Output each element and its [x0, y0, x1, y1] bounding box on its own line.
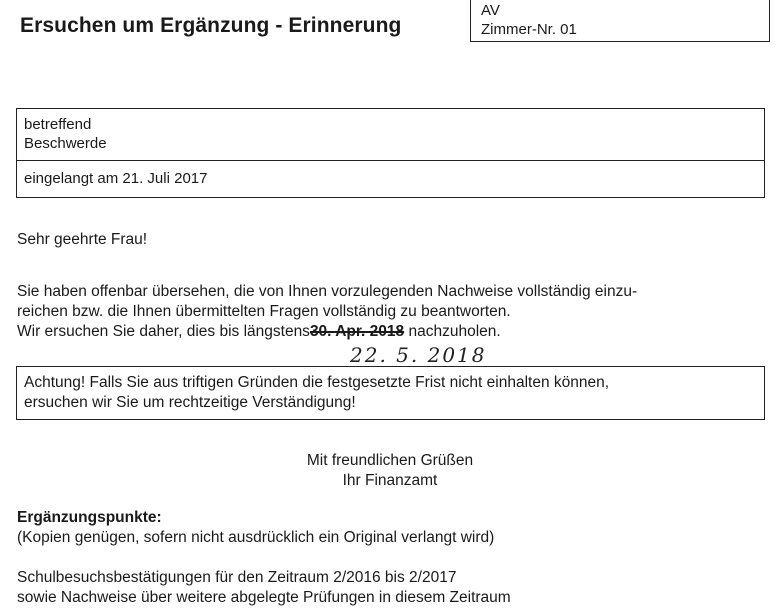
reference-box: [470, 0, 770, 42]
deadline-suffix: nachzuholen.: [408, 323, 501, 340]
spacer: [17, 548, 511, 568]
points-heading: Ergänzungspunkte:: [17, 509, 162, 526]
paragraph-line: reichen bzw. die Ihnen übermittelten Fragen vollständig zu beantworten.: [17, 303, 511, 320]
struck-deadline-date: 30. Apr. 2018: [309, 323, 405, 340]
closing-sender: Ihr Finanzamt: [342, 472, 438, 489]
subject-value: Beschwerde: [24, 135, 107, 152]
points-item: sowie Nachweise über weitere abgelegte Prüfungen in diesem Zeitraum: [17, 589, 511, 606]
supplement-points: [17, 508, 511, 608]
room-number: Zimmer-Nr. 01: [481, 21, 577, 38]
document-title: Ersuchen um Ergänzung - Erinnerung: [20, 14, 402, 37]
subject-section: [17, 109, 764, 161]
paragraph-line: Sie haben offenbar übersehen, die von Ihnen vorzulegenden Nachweise vollständig einzu-: [17, 283, 638, 300]
salutation: Sehr geehrte Frau!: [17, 231, 148, 248]
reference-code: AV: [481, 2, 500, 19]
warning-line: ersuchen wir Sie um rechtzeitige Verständigung!: [24, 394, 356, 411]
closing: [250, 451, 530, 491]
points-item: Schulbesuchsbestätigungen für den Zeitraum 2/2016 bis 2/2017: [17, 569, 457, 586]
handwritten-new-date: 22. 5. 2018: [350, 343, 487, 367]
warning-box: [16, 366, 765, 420]
points-note: (Kopien genügen, sofern nicht ausdrücklich ein Original verlangt wird): [17, 529, 495, 546]
received-date: eingelangt am 21. Juli 2017: [24, 170, 208, 187]
warning-line: Achtung! Falls Sie aus triftigen Gründen die festgesetzte Frist nicht einhalten können,: [24, 374, 610, 391]
subject-box: [16, 108, 765, 198]
closing-greeting: Mit freundlichen Grüßen: [306, 452, 474, 469]
paragraph-line-deadline: [17, 322, 637, 342]
body-paragraph: [17, 282, 637, 342]
deadline-text: Wir ersuchen Sie daher, dies bis längstens: [17, 323, 310, 340]
subject-label: betreffend: [24, 116, 92, 133]
